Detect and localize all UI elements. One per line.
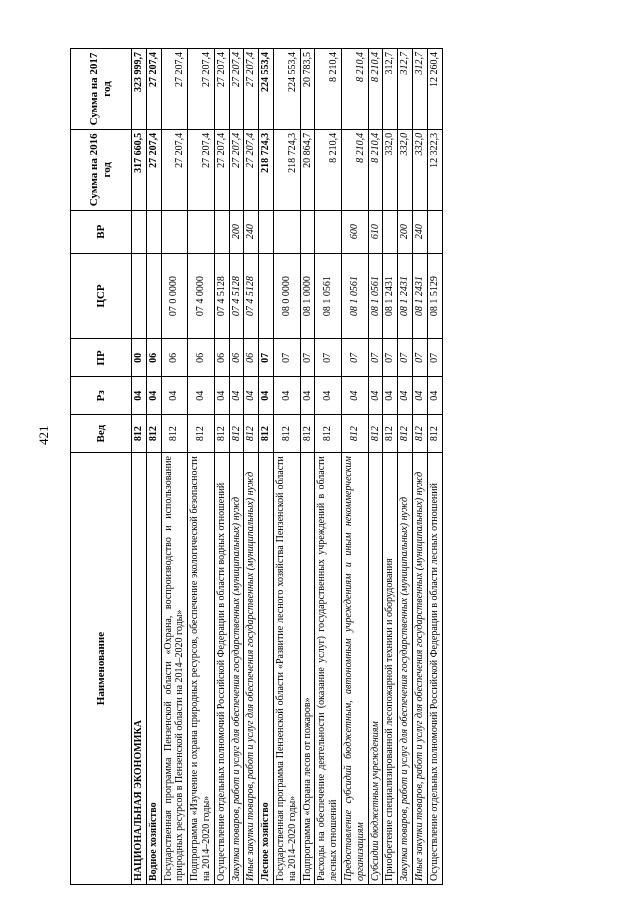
cell-sum-2017: 12 260,4 [427,49,442,130]
table-row [259,49,274,885]
cell-name: Закупка товаров, работ и услуг для обеспечения государственных (муниципальных) нужд [398,453,413,885]
cell-ved: 812 [315,415,342,453]
cell-csr [146,253,161,339]
cell-rz: 04 [132,377,147,415]
cell-ved: 812 [214,415,229,453]
table-row [412,49,427,885]
cell-csr: 08 1 0561 [368,253,383,339]
cell-ved: 812 [259,415,274,453]
table-row [273,49,300,885]
cell-vr [300,210,315,253]
cell-sum-2017: 224 553,4 [259,49,274,130]
header-vr: ВР [71,210,132,253]
cell-csr: 07 4 5128 [244,253,259,339]
cell-csr: 08 1 2431 [398,253,413,339]
cell-sum-2017: 27 207,4 [146,49,161,130]
cell-sum-2016: 218 724,3 [273,129,300,210]
cell-rz: 04 [383,377,398,415]
cell-name: Иные закупки товаров, работ и услуг для обеспечения государственных (муниципальных) нужд [244,453,259,885]
cell-ved: 812 [188,415,215,453]
cell-rz: 04 [161,377,188,415]
header-sum-2016: Сумма на 2016 год [71,129,132,210]
table-row [146,49,161,885]
cell-rz: 04 [300,377,315,415]
cell-rz: 04 [188,377,215,415]
cell-ved: 812 [300,415,315,453]
cell-pr: 06 [146,339,161,377]
cell-rz: 04 [427,377,442,415]
table-row [315,49,342,885]
cell-sum-2017: 27 207,4 [188,49,215,130]
cell-pr: 06 [214,339,229,377]
cell-name: Государственная программа Пензенской области «Охрана, воспроизводство и использование природных ресурсов в Пензенской области на 2014–2020 годы» [161,453,188,885]
cell-rz: 04 [398,377,413,415]
table-row [188,49,215,885]
cell-csr: 08 1 5129 [427,253,442,339]
cell-pr: 07 [427,339,442,377]
cell-pr: 07 [341,339,368,377]
cell-vr: 200 [398,210,413,253]
cell-name: Лесное хозяйство [259,453,274,885]
cell-pr: 07 [412,339,427,377]
cell-sum-2016: 317 660,5 [132,129,147,210]
cell-csr: 08 1 0000 [300,253,315,339]
cell-sum-2017: 8 210,4 [315,49,342,130]
cell-vr [315,210,342,253]
cell-ved: 812 [132,415,147,453]
cell-rz: 04 [259,377,274,415]
cell-vr: 240 [244,210,259,253]
table-header-row [71,49,132,885]
cell-csr: 08 1 0561 [315,253,342,339]
cell-name: Водное хозяйство [146,453,161,885]
cell-ved: 812 [427,415,442,453]
cell-csr: 07 0 0000 [161,253,188,339]
cell-sum-2017: 8 210,4 [368,49,383,130]
cell-pr: 00 [132,339,147,377]
table-row [132,49,147,885]
cell-vr: 600 [341,210,368,253]
cell-csr [259,253,274,339]
cell-rz: 04 [412,377,427,415]
cell-pr: 07 [398,339,413,377]
cell-vr [161,210,188,253]
cell-csr: 08 1 2431 [412,253,427,339]
cell-sum-2016: 27 207,4 [214,129,229,210]
cell-name: Субсидии бюджетным учреждениям [368,453,383,885]
table-row [398,49,413,885]
cell-name: Иные закупки товаров, работ и услуг для обеспечения государственных (муниципальных) нужд [412,453,427,885]
table-body [132,49,443,885]
cell-name: Закупка товаров, работ и услуг для обеспечения государственных (муниципальных) нужд [229,453,244,885]
cell-vr: 240 [412,210,427,253]
cell-sum-2017: 20 783,5 [300,49,315,130]
cell-sum-2016: 332,0 [412,129,427,210]
cell-rz: 04 [214,377,229,415]
header-csr: ЦСР [71,253,132,339]
cell-sum-2016: 27 207,4 [188,129,215,210]
cell-csr: 07 4 5128 [229,253,244,339]
cell-pr: 06 [244,339,259,377]
cell-csr [132,253,147,339]
cell-rz: 04 [341,377,368,415]
cell-sum-2017: 27 207,4 [229,49,244,130]
cell-ved: 812 [398,415,413,453]
cell-vr [427,210,442,253]
table-row [214,49,229,885]
cell-sum-2017: 224 553,4 [273,49,300,130]
cell-sum-2016: 8 210,4 [368,129,383,210]
header-rz: Рз [71,377,132,415]
cell-sum-2016: 12 322,3 [427,129,442,210]
cell-sum-2016: 27 207,4 [161,129,188,210]
cell-sum-2017: 312,7 [412,49,427,130]
cell-sum-2016: 27 207,4 [229,129,244,210]
cell-csr: 08 1 0561 [341,253,368,339]
header-sum-2017: Сумма на 2017 год [71,49,132,130]
header-ved: Вед [71,415,132,453]
cell-name: Расходы на обеспечение деятельности (оказание услуг) государственных учреждений в области лесных отношений [315,453,342,885]
table-row [244,49,259,885]
header-name: Наименование [71,453,132,885]
cell-pr: 06 [188,339,215,377]
cell-pr: 07 [315,339,342,377]
cell-pr: 07 [273,339,300,377]
cell-sum-2016: 332,0 [398,129,413,210]
header-pr: ПР [71,339,132,377]
cell-csr: 08 1 2431 [383,253,398,339]
cell-sum-2016: 218 724,3 [259,129,274,210]
cell-vr: 610 [368,210,383,253]
cell-vr [273,210,300,253]
cell-pr: 07 [259,339,274,377]
cell-sum-2017: 312,7 [383,49,398,130]
cell-rz: 04 [146,377,161,415]
cell-pr: 07 [383,339,398,377]
cell-name: Государственная программа Пензенской области «Развитие лесного хозяйства Пензенской области на 2014–2020 годы» [273,453,300,885]
budget-table [70,48,443,885]
cell-name: Предоставление субсидий бюджетным, автономным учреждениям и иным некоммерческим организациям [341,453,368,885]
cell-vr [259,210,274,253]
cell-ved: 812 [412,415,427,453]
cell-rz: 04 [244,377,259,415]
table-row [229,49,244,885]
cell-sum-2017: 8 210,4 [341,49,368,130]
cell-vr [188,210,215,253]
cell-sum-2016: 8 210,4 [315,129,342,210]
cell-name: Осуществление отдельных полномочий Российской Федерации в области водных отношений [214,453,229,885]
cell-sum-2017: 323 999,7 [132,49,147,130]
table-row [161,49,188,885]
cell-vr [146,210,161,253]
cell-sum-2017: 27 207,4 [161,49,188,130]
cell-ved: 812 [273,415,300,453]
cell-ved: 812 [341,415,368,453]
cell-pr: 06 [229,339,244,377]
cell-sum-2016: 27 207,4 [244,129,259,210]
cell-name: Подпрограмма «Изучение и охрана природных ресурсов, обеспечение экологической безопасности на 2014–2020 годы» [188,453,215,885]
cell-pr: 07 [300,339,315,377]
cell-name: Приобретение специализированной лесопожарной техники и оборудования [383,453,398,885]
cell-rz: 04 [315,377,342,415]
cell-ved: 812 [368,415,383,453]
cell-ved: 812 [229,415,244,453]
table-row [383,49,398,885]
cell-sum-2017: 27 207,4 [244,49,259,130]
cell-ved: 812 [383,415,398,453]
cell-csr: 08 0 0000 [273,253,300,339]
cell-ved: 812 [244,415,259,453]
table-row [427,49,442,885]
cell-sum-2016: 20 864,7 [300,129,315,210]
cell-name: Подпрограмма «Охрана лесов от пожаров» [300,453,315,885]
cell-vr [214,210,229,253]
budget-table-rotated [70,48,590,885]
cell-sum-2017: 27 207,4 [214,49,229,130]
cell-sum-2017: 312,7 [398,49,413,130]
cell-sum-2016: 27 207,4 [146,129,161,210]
cell-rz: 04 [229,377,244,415]
table-row [341,49,368,885]
cell-name: НАЦИОНАЛЬНАЯ ЭКОНОМИКА [132,453,147,885]
cell-pr: 06 [161,339,188,377]
cell-sum-2016: 8 210,4 [341,129,368,210]
cell-ved: 812 [161,415,188,453]
table-row [368,49,383,885]
cell-ved: 812 [146,415,161,453]
page-number: 421 [36,425,51,445]
cell-csr: 07 4 0000 [188,253,215,339]
cell-vr [383,210,398,253]
cell-vr [132,210,147,253]
cell-vr: 200 [229,210,244,253]
cell-csr: 07 4 5128 [214,253,229,339]
cell-rz: 04 [273,377,300,415]
table-row [300,49,315,885]
cell-pr: 07 [368,339,383,377]
cell-sum-2016: 332,0 [383,129,398,210]
cell-rz: 04 [368,377,383,415]
cell-name: Осуществление отдельных полномочий Российской Федерации в области лесных отношений [427,453,442,885]
